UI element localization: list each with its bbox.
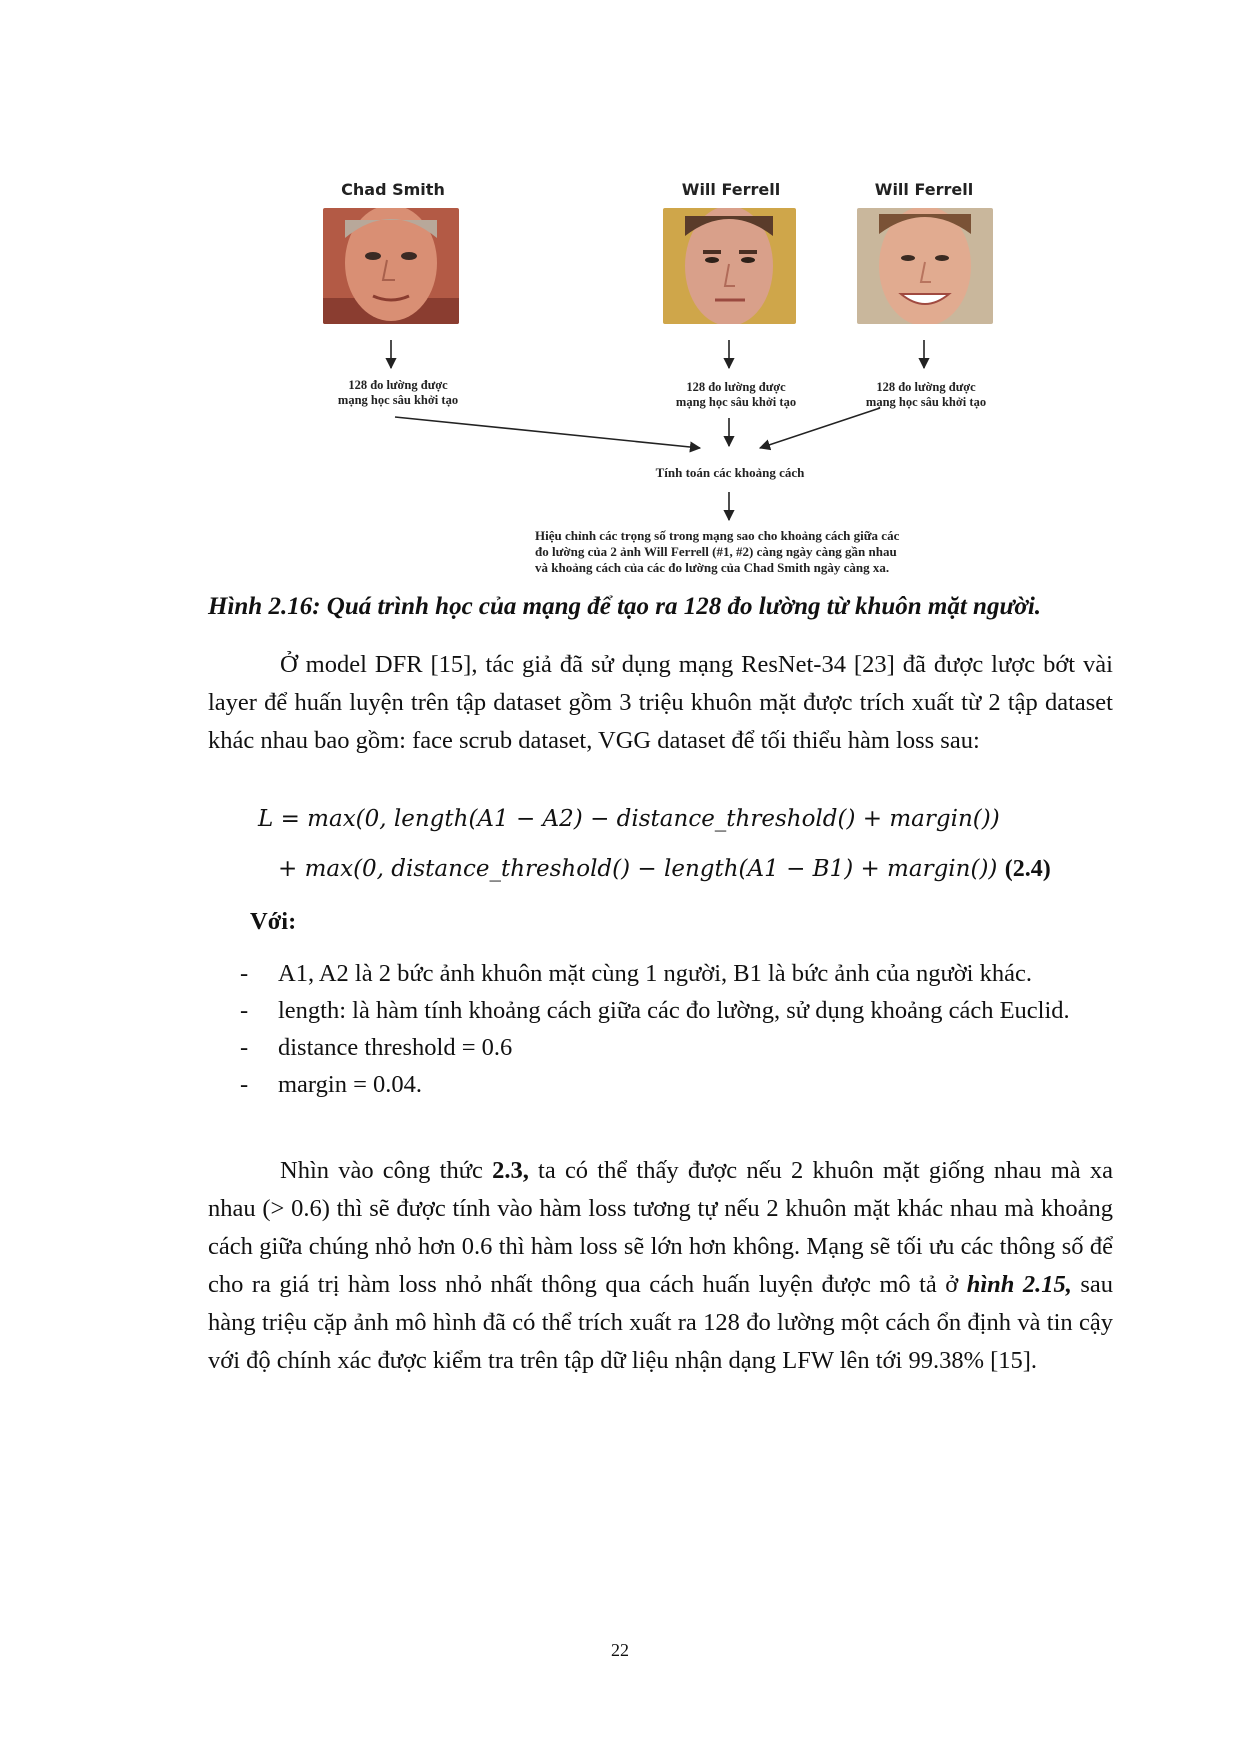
closing-paragraph: Nhìn vào công thức 2.3, ta có thể thấy được nếu 2 khuôn mặt giống nhau mà xa nhau (> 0.6) thì sẽ được tính vào hàm loss tương tự nếu 2 khuôn mặt khác nhau mà khoảng cách giữa chúng nhỏ hơn 0.6 thì hàm loss sẽ lớn hơn không. Mạng sẽ tối ưu các thông số để cho ra giá trị hàm loss nhỏ nhất thông qua cách huấn luyện được mô tả ở hình 2.15, sau hàng triệu cặp ảnh mô hình đã có thể trích xuất ra 128 đo lường một cách ổn định và tin cậy với độ chính xác được kiểm tra trên tập dữ liệu nhận dạng LFW lên tới 99.38% [15].: [208, 1157, 1113, 1374]
voi-label: Với:: [250, 908, 297, 935]
list-item: - A1, A2 là 2 bức ảnh khuôn mặt cùng 1 người, B1 là bức ảnh của người khác.: [240, 960, 1032, 987]
figure-caption: Hình 2.16: Quá trình học của mạng để tạo ra 128 đo lường từ khuôn mặt người.: [208, 593, 1042, 620]
adjust-line: và khoảng cách của các đo lường của Chad Smith ngày càng xa.: [535, 560, 890, 575]
ref-formula-2-3: 2.3,: [492, 1157, 529, 1184]
formula-line-2-text: + max(0, distance_threshold() − length(A1 − B1) + margin()): [278, 856, 998, 882]
measure-label-will-2: 128 đo lường được mạng học sâu khởi tạo: [865, 380, 987, 409]
adjust-line: đo lường của 2 ảnh Will Ferrell (#1, #2) càng ngày càng gần nhau: [535, 544, 897, 559]
figure-learning-process: [0, 0, 1240, 600]
measure-label-chad: 128 đo lường được mạng học sâu khởi tạo: [337, 378, 459, 407]
page-number: 22: [611, 1640, 629, 1660]
list-item: - length: là hàm tính khoảng cách giữa các đo lường, sử dụng khoảng cách Euclid.: [240, 997, 1070, 1024]
face-name-will-ferrell-2: Will Ferrell: [874, 180, 974, 199]
definition-list: [208, 955, 1113, 1103]
list-item: - margin = 0.04.: [240, 1071, 423, 1098]
figure-arrows: [0, 0, 1240, 600]
formula-line-2: [278, 856, 1051, 883]
list-item: - distance threshold = 0.6: [240, 1034, 513, 1061]
intro-text: Ở model DFR [15], tác giả đã sử dụng mạng ResNet-34 [23] đã được lược bớt vài layer để huấn luyện trên tập dataset gồm 3 triệu khuôn mặt được trích xuất từ 2 tập dataset khác nhau bao gồm: face scrub dataset, VGG dataset để tối thiểu hàm loss sau:: [208, 651, 1113, 754]
formula-number: (2.4): [1004, 856, 1051, 882]
ref-figure-2-15: hình 2.15,: [966, 1271, 1072, 1298]
arrow-chad-to-calc: [395, 417, 700, 448]
adjust-line: Hiệu chỉnh các trọng số trong mạng sao cho khoảng cách giữa các: [535, 528, 900, 543]
measure-label-will-1: 128 đo lường được mạng học sâu khởi tạo: [675, 380, 797, 409]
adjust-weights-text: [535, 528, 1005, 576]
arrow-will2-to-calc: [760, 408, 880, 448]
calc-distance-label: Tính toán các khoảng cách: [655, 465, 805, 480]
face-name-chad-smith: Chad Smith: [341, 180, 445, 199]
intro-paragraph: [208, 646, 1113, 760]
formula-line-1: L = max(0, length(A1 − A2) − distance_threshold() + margin()): [258, 806, 1000, 832]
face-name-will-ferrell-1: Will Ferrell: [681, 180, 781, 199]
